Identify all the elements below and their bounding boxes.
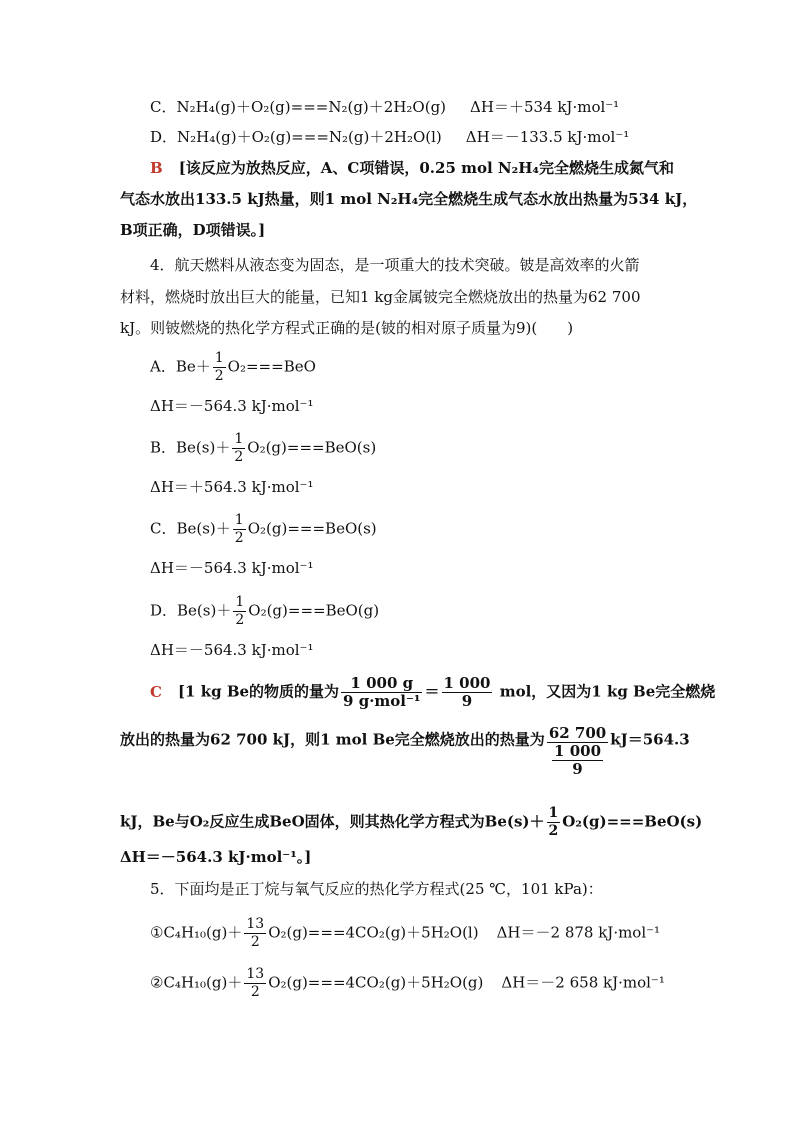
q4-option-d-dh: ΔH＝－564.3 kJ·mol⁻¹: [150, 641, 314, 659]
q4-option-a-dh: ΔH＝－564.3 kJ·mol⁻¹: [150, 397, 314, 415]
q4-option-b-dh: ΔH＝＋564.3 kJ·mol⁻¹: [150, 478, 314, 496]
q3-option-d: D．N₂H₄(g)＋O₂(g)===N₂(g)＋2H₂O(l) ΔH＝－133.5 kJ·mol⁻¹: [150, 128, 630, 146]
q3-explanation-2: 气态水放出133.5 kJ热量，则1 mol N₂H₄完全燃烧生成气态水放出热量为534 kJ，: [120, 190, 698, 208]
q4-option-c: C．Be(s)＋ $\frac{1}{2}$ O₂(g)===BeO(s): [150, 512, 377, 546]
q3-explanation-3: B项正确，D项错误。]: [120, 221, 266, 239]
q4-option-d: D．Be(s)＋ $\frac{1}{2}$ O₂(g)===BeO(g): [150, 594, 380, 628]
half-fraction: $\frac{1}{2}$: [234, 431, 244, 465]
q5-equation-1: ①C₄H₁₀(g)＋ $\frac{13}{2}$ O₂(g)===4CO₂(g)＋5H₂O(l) ΔH＝－2 878 kJ·mol⁻¹: [150, 916, 661, 950]
q4-option-b: B．Be(s)＋ $\frac{1}{2}$ O₂(g)===BeO(s): [150, 431, 377, 465]
q4-stem-2: 材料，燃烧时放出巨大的能量，已知1 kg金属铍完全燃烧放出的热量为62 700: [120, 288, 641, 306]
q4-stem-3: kJ。则铍燃烧的热化学方程式正确的是(铍的相对原子质量为9)( ): [120, 319, 574, 337]
q4-explanation-2: 放出的热量为62 700 kJ，则1 mol Be完全燃烧放出的热量为 $\frac{62 700}{\frac{1 000}{9}}$ kJ＝564.3: [120, 724, 690, 778]
half-fraction: $\frac{1}{2}$: [214, 350, 224, 384]
q3-explanation-1: B [该反应为放热反应，A、C项错误，0.25 mol N₂H₄完全燃烧生成氮气和: [150, 159, 674, 177]
q3-option-c: C．N₂H₄(g)＋O₂(g)===N₂(g)＋2H₂O(g) ΔH＝＋534 kJ·mol⁻¹: [150, 98, 620, 116]
q4-explanation-1: C [1 kg Be的物质的量为 $\frac{1 000 g}{\text{9 g·mol⁻¹}}$ ＝ $\frac{1 000}{9}$ mol，又因为1 kg Be完全燃烧: [150, 674, 716, 710]
thirteen-halves-fraction: $\frac{13}{2}$: [246, 966, 265, 1000]
heat-fraction: $\frac{62 700}{\frac{1 000}{9}}$: [548, 724, 607, 778]
q5-equation-2: ②C₄H₁₀(g)＋ $\frac{13}{2}$ O₂(g)===4CO₂(g)＋5H₂O(g) ΔH＝－2 658 kJ·mol⁻¹: [150, 966, 665, 1000]
thirteen-halves-fraction: $\frac{13}{2}$: [246, 916, 265, 950]
q4-explanation-4: ΔH＝－564.3 kJ·mol⁻¹。]: [120, 848, 312, 866]
q4-stem-1: 4．航天燃料从液态变为固态，是一项重大的技术突破。铍是高效率的火箭: [150, 256, 640, 274]
q4-option-a: A．Be＋ $\frac{1}{2}$ O₂===BeO: [150, 350, 316, 384]
moles-result-fraction: $\frac{1 000}{9}$: [443, 674, 491, 710]
half-fraction: $\frac{1}{2}$: [548, 805, 559, 839]
q3-answer: B: [150, 159, 163, 177]
q4-answer: C: [150, 682, 162, 701]
q4-option-c-dh: ΔH＝－564.3 kJ·mol⁻¹: [150, 559, 314, 577]
half-fraction: $\frac{1}{2}$: [235, 594, 245, 628]
q4-explanation-3: kJ，Be与O₂反应生成BeO固体，则其热化学方程式为Be(s)＋ $\frac{1}{2}$ O₂(g)===BeO(s): [120, 805, 703, 839]
q5-stem: 5．下面均是正丁烷与氧气反应的热化学方程式(25 ℃，101 kPa)：: [150, 880, 603, 898]
half-fraction: $\frac{1}{2}$: [234, 512, 244, 546]
moles-fraction: $\frac{1 000 g}{\text{9 g·mol⁻¹}}$: [343, 674, 421, 710]
